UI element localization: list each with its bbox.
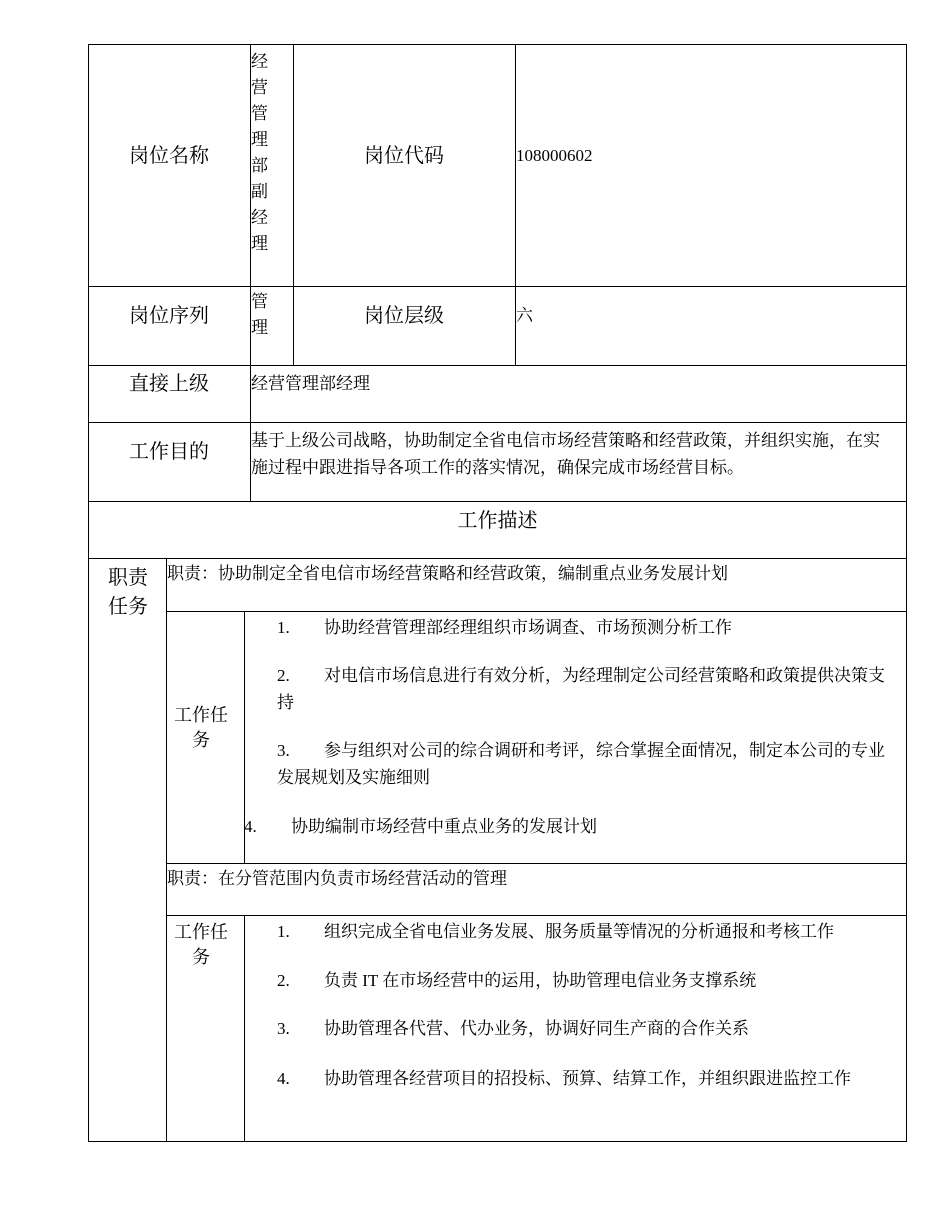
task-number: 1. bbox=[277, 922, 290, 941]
task-number: 1. bbox=[277, 618, 290, 637]
table-border-top bbox=[88, 44, 907, 45]
duty-2-task-4 bbox=[277, 1065, 885, 1092]
row-divider bbox=[166, 611, 907, 612]
task-text: 组织完成全省电信业务发展、服务质量等情况的分析通报和考核工作 bbox=[324, 922, 834, 941]
post-level-value: 六 bbox=[516, 306, 533, 325]
row-divider bbox=[88, 501, 907, 502]
row-divider bbox=[166, 863, 907, 864]
superior-value: 经营管理部经理 bbox=[251, 374, 370, 393]
duty-1-task-3 bbox=[277, 737, 885, 791]
duty-2-title: 职责：在分管范围内负责市场经营活动的管理 bbox=[167, 869, 507, 888]
duty-section-label: 职责任务 bbox=[108, 567, 148, 618]
row-divider bbox=[88, 558, 907, 559]
task-text: 参与组织对公司的综合调研和考评，综合掌握全面情况，制定本公司的专业发展规划及实施细则 bbox=[277, 741, 885, 787]
col-divider bbox=[166, 558, 167, 1142]
post-name-label: 岗位名称 bbox=[129, 145, 209, 167]
duty-2-task-label: 工作任务 bbox=[174, 922, 228, 967]
post-code-value: 108000602 bbox=[516, 146, 593, 165]
task-text: 协助经营管理部经理组织市场调查、市场预测分析工作 bbox=[324, 618, 732, 637]
task-number: 4. bbox=[277, 1069, 290, 1088]
table-border-bottom bbox=[88, 1141, 907, 1142]
task-number: 3. bbox=[277, 1019, 290, 1038]
task-number: 4. bbox=[244, 817, 257, 836]
row-divider bbox=[88, 365, 907, 366]
superior-label: 直接上级 bbox=[129, 373, 209, 395]
duty-2-task-2 bbox=[277, 967, 885, 994]
purpose-label: 工作目的 bbox=[129, 441, 209, 463]
task-text: 协助管理各代营、代办业务，协调好同生产商的合作关系 bbox=[324, 1019, 749, 1038]
duty-1-task-1 bbox=[277, 614, 885, 641]
post-level-label: 岗位层级 bbox=[364, 305, 444, 327]
task-text: 负责 IT 在市场经营中的运用，协助管理电信业务支撑系统 bbox=[324, 971, 757, 990]
duty-1-task-label: 工作任务 bbox=[174, 705, 228, 750]
task-text: 协助编制市场经营中重点业务的发展计划 bbox=[291, 817, 597, 836]
post-code-label: 岗位代码 bbox=[364, 145, 444, 167]
duty-2-task-1 bbox=[277, 918, 885, 945]
post-name-value: 经营管理部副经理 bbox=[251, 52, 268, 253]
duty-1-task-4 bbox=[244, 813, 885, 840]
purpose-value: 基于上级公司战略，协助制定全省电信市场经营策略和经营政策，并组织实施，在实施过程中跟进指导各项工作的落实情况，确保完成市场经营目标。 bbox=[251, 431, 880, 477]
post-series-value: 管理 bbox=[251, 292, 268, 337]
task-number: 2. bbox=[277, 666, 290, 685]
task-number: 2. bbox=[277, 971, 290, 990]
task-number: 3. bbox=[277, 741, 290, 760]
table-border-right bbox=[906, 44, 907, 1142]
col-divider bbox=[244, 915, 245, 1142]
description-title: 工作描述 bbox=[457, 510, 538, 532]
duty-1-task-2 bbox=[277, 662, 885, 716]
row-divider bbox=[88, 286, 907, 287]
duty-2-task-3 bbox=[277, 1015, 885, 1042]
post-series-label: 岗位序列 bbox=[129, 305, 209, 327]
duty-1-title: 职责：协助制定全省电信市场经营策略和经营政策，编制重点业务发展计划 bbox=[167, 564, 728, 583]
table-border-left bbox=[88, 44, 89, 1142]
task-text: 对电信市场信息进行有效分析，为经理制定公司经营策略和政策提供决策支持 bbox=[277, 666, 885, 712]
row-divider bbox=[88, 422, 907, 423]
row-divider bbox=[166, 915, 907, 916]
task-text: 协助管理各经营项目的招投标、预算、结算工作，并组织跟进监控工作 bbox=[324, 1069, 851, 1088]
